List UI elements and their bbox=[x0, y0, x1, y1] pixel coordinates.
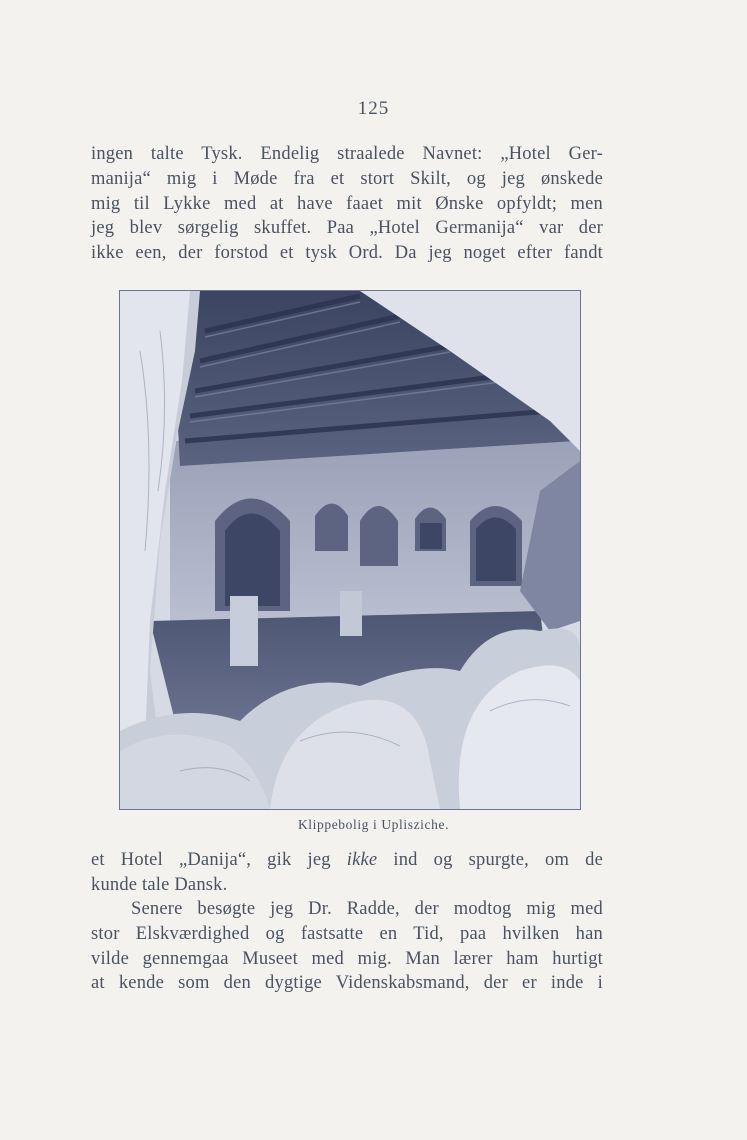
text-line: manija“ mig i Møde fra et stort Skilt, og jeg ønskede bbox=[91, 168, 603, 189]
page-number: 125 bbox=[357, 98, 390, 119]
figure-caption: Klippebolig i Uplisziche. bbox=[297, 817, 450, 832]
text-line: at kende som den dygtige Videnskabsmand, der er inde i bbox=[91, 973, 603, 994]
paragraph-3 bbox=[91, 897, 603, 996]
text-run: et Hotel „Danija“, gik jeg bbox=[91, 850, 347, 870]
cave-dwelling-photo bbox=[119, 290, 581, 810]
text-line bbox=[91, 848, 603, 873]
text-line: kunde tale Dansk. bbox=[91, 874, 228, 895]
text-line: jeg blev sørgelig skuffet. Paa „Hotel Germanija“ var der bbox=[91, 218, 603, 239]
paragraph-1 bbox=[91, 142, 603, 266]
text-line: stor Elskværdighed og fastsatte en Tid, paa hvilken han bbox=[91, 923, 603, 944]
text-line: vilde gennemgaa Museet med mig. Man lærer ham hurtigt bbox=[91, 948, 603, 969]
text-run: ind og spurgte, om de bbox=[377, 850, 603, 870]
emphasis-text: ikke bbox=[346, 850, 378, 870]
text-line: mig til Lykke med at have faaet mit Ønske opfyldt; men bbox=[91, 193, 603, 214]
text-line: Senere besøgte jeg Dr. Radde, der modtog mig med bbox=[131, 899, 603, 919]
paragraph-2 bbox=[91, 848, 603, 898]
text-line: ingen talte Tysk. Endelig straalede Navnet: „Hotel Ger- bbox=[91, 144, 603, 164]
text-line: ikke een, der forstod et tysk Ord. Da jeg noget efter fandt bbox=[91, 243, 603, 264]
